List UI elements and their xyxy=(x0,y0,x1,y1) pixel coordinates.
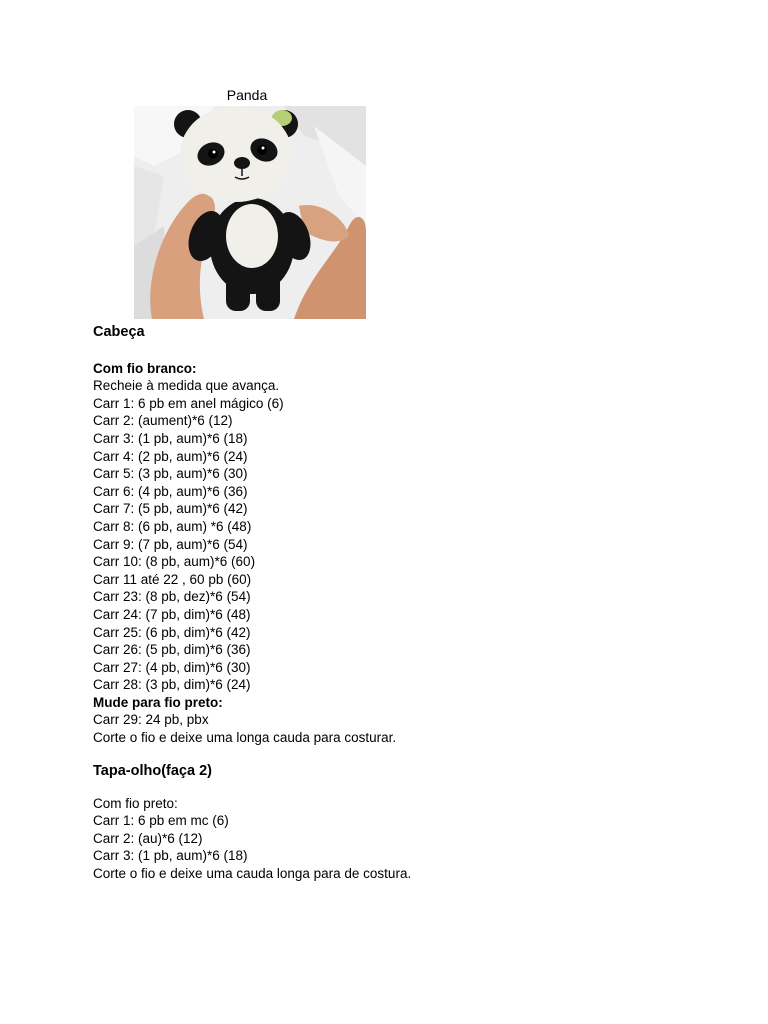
section-heading-cabeca: Cabeça xyxy=(93,324,145,340)
instruction-line: Carr 5: (3 pb, aum)*6 (30) xyxy=(93,466,248,482)
instruction-line: Carr 29: 24 pb, pbx xyxy=(93,712,209,728)
instruction-line: Carr 2: (aument)*6 (12) xyxy=(93,413,233,429)
instruction-line: Carr 11 até 22 , 60 pb (60) xyxy=(93,571,252,587)
instruction-line: Carr 28: (3 pb, dim)*6 (24) xyxy=(93,677,251,693)
section-heading-tapa-olho: Tapa-olho(faça 2) xyxy=(93,762,212,779)
instruction-line: Recheie à medida que avança. xyxy=(93,378,280,394)
instruction-line: Carr 3: (1 pb, aum)*6 (18) xyxy=(93,848,248,864)
instruction-line: Carr 3: (1 pb, aum)*6 (18) xyxy=(93,430,248,446)
tapa-olho-instructions xyxy=(93,795,693,883)
instruction-line: Carr 2: (au)*6 (12) xyxy=(93,830,203,846)
instruction-line: Carr 4: (2 pb, aum)*6 (24) xyxy=(93,448,248,464)
instruction-line: Corte o fio e deixe uma longa cauda para costurar. xyxy=(93,730,397,746)
instruction-line: Carr 27: (4 pb, dim)*6 (30) xyxy=(93,659,251,675)
pattern-content xyxy=(93,322,693,883)
panda-photo xyxy=(134,106,366,319)
cabeca-instructions xyxy=(93,377,693,694)
instruction-line: Carr 7: (5 pb, aum)*6 (42) xyxy=(93,501,248,517)
instruction-line: Carr 8: (6 pb, aum) *6 (48) xyxy=(93,518,252,534)
page-title: Panda xyxy=(226,87,268,103)
instruction-line: Carr 26: (5 pb, dim)*6 (36) xyxy=(93,642,251,658)
cabeca-instructions-black xyxy=(93,711,693,746)
instruction-line: Corte o fio e deixe uma cauda longa para de costura. xyxy=(93,866,412,882)
instruction-line: Carr 24: (7 pb, dim)*6 (48) xyxy=(93,606,251,622)
instruction-line: Carr 1: 6 pb em mc (6) xyxy=(93,813,229,829)
subheading-black-yarn: Mude para fio preto: xyxy=(93,694,223,710)
instruction-line: Carr 1: 6 pb em anel mágico (6) xyxy=(93,395,284,411)
instruction-line: Carr 6: (4 pb, aum)*6 (36) xyxy=(93,483,248,499)
instruction-line: Carr 9: (7 pb, aum)*6 (54) xyxy=(93,536,248,552)
subheading-white-yarn: Com fio branco: xyxy=(93,360,197,376)
instruction-line: Com fio preto: xyxy=(93,795,178,811)
instruction-line: Carr 10: (8 pb, aum)*6 (60) xyxy=(93,554,256,570)
instruction-line: Carr 25: (6 pb, dim)*6 (42) xyxy=(93,624,251,640)
instruction-line: Carr 23: (8 pb, dez)*6 (54) xyxy=(93,589,251,605)
